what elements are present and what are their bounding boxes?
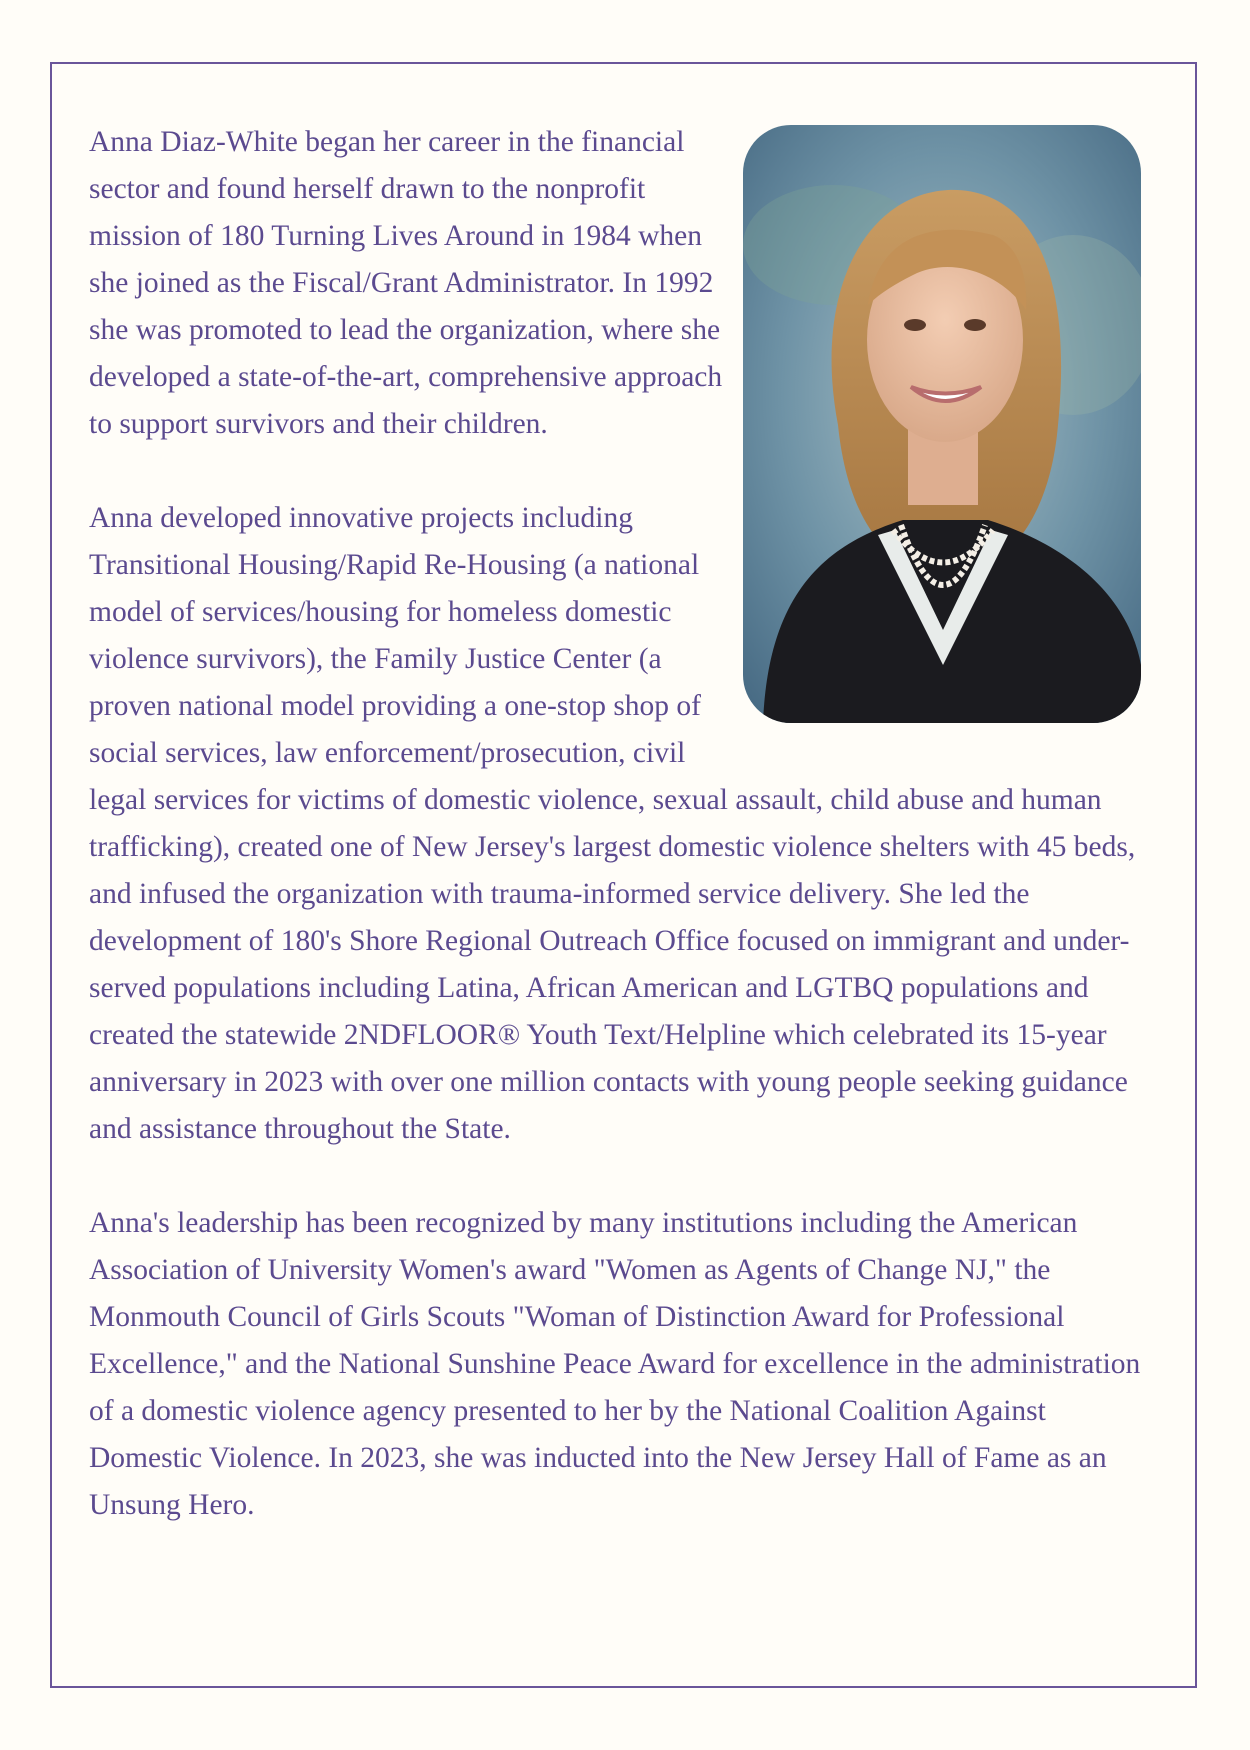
bio-paragraph-projects: Anna developed innovative projects including Transitional Housing/Rapid Re-Housing (a national model of services/housing for homeless domestic violence survivors), the Family Justice Center (a proven national model providing a one-stop shop of social services, law enforcement/prosecution, civil legal services for victims of domestic violence, sexual assault, child abuse and human trafficking), created one of New Jersey's largest domestic violence shelters with 45 beds, and infused the organization with trauma-informed service delivery. She led the development of 180's Shore Regional Outreach Office focused on immigrant and under-served populations including Latina, African American and LGTBQ populations and created the statewide 2NDFLOOR® Youth Text/Helpline which celebrated its 15-year anniversary in 2023 with over one million contacts with young people seeking guidance and assistance throughout the State.: [89, 502, 1136, 1145]
bio-paragraph-career: Anna Diaz-White began her career in the financial sector and found herself drawn to the nonprofit mission of 180 Turning Lives Around in 1984 when she joined as the Fiscal/Grant Administrator. In 1992 she was promoted to lead the organization, where she developed a state-of-the-art, comprehensive approach to support survivors and their children.: [89, 126, 723, 440]
bio-paragraph-recognition: Anna's leadership has been recognized by many institutions including the American Association of University Women's award "Women as Agents of Change NJ," the Monmouth Council of Girls Scouts "Woman of Distinction Award for Professional Excellence," and the National Sunshine Peace Award for excellence in the administration of a domestic violence agency presented to her by the National Coalition Against Domestic Violence. In 2023, she was inducted into the New Jersey Hall of Fame as an Unsung Hero.: [89, 1207, 1141, 1521]
bio-content: [89, 119, 1159, 1529]
portrait-photo: [743, 125, 1141, 723]
